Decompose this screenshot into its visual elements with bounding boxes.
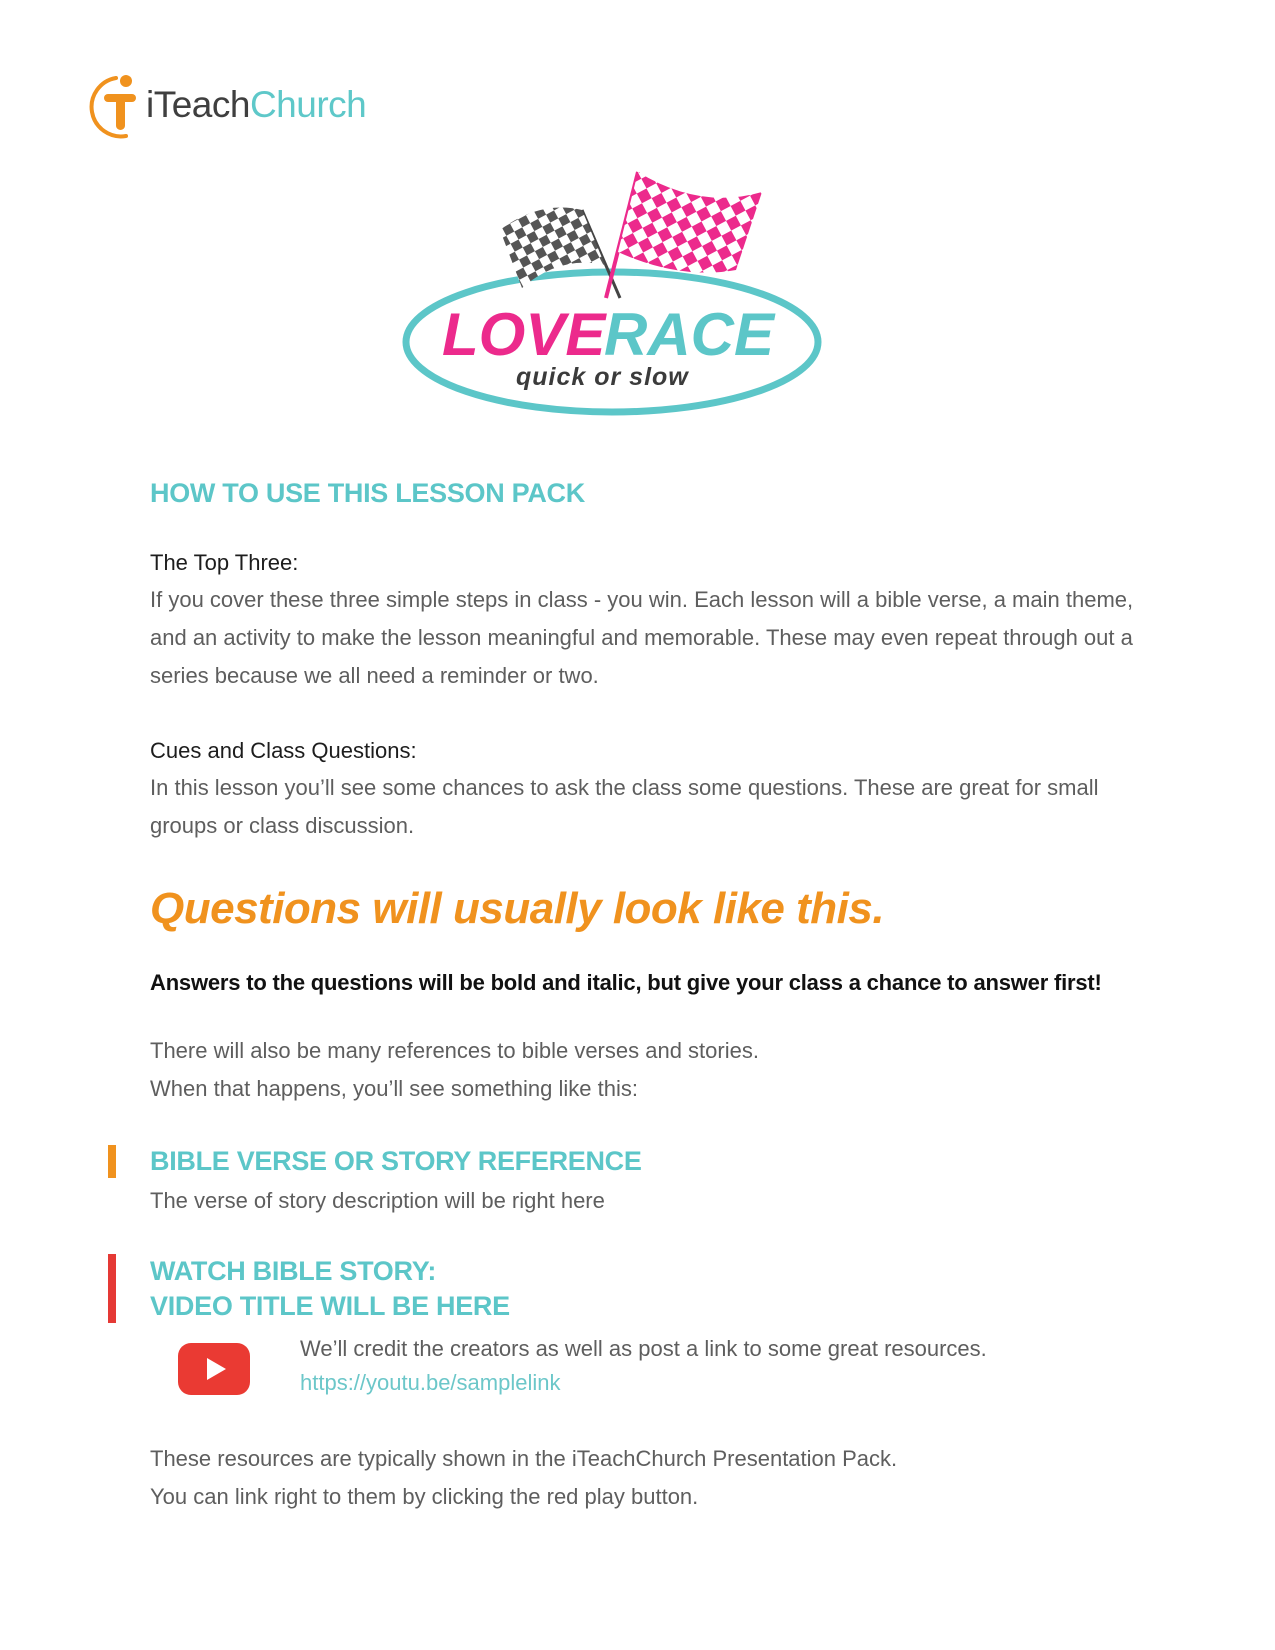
video-accent-bar	[108, 1254, 116, 1323]
grey-checkered-flag	[500, 208, 620, 299]
reference-accent-bar	[108, 1145, 116, 1178]
brand-part1: iTeach	[146, 84, 250, 125]
video-credit-text: We’ll credit the creators as well as post a link to some great resources.	[300, 1336, 987, 1361]
closing-text	[150, 1440, 1210, 1516]
love-race-emblem	[400, 170, 860, 440]
bible-reference-description: The verse of story description will be right here	[150, 1188, 605, 1213]
closing-line-1: These resources are typically shown in the iTeachChurch Presentation Pack.	[150, 1446, 898, 1471]
emblem-word2: RACE	[604, 301, 775, 368]
closing-line-2: You can link right to them by clicking the red play button.	[150, 1484, 699, 1509]
cues-heading: Cues and Class Questions:	[150, 738, 417, 763]
brand-wordmark	[146, 84, 366, 126]
watch-story-heading-line2: VIDEO TITLE WILL BE HERE	[150, 1291, 510, 1321]
top-three-line-1: If you cover these three simple steps in class - you win. Each lesson will a bible verse, a main theme,	[150, 587, 1134, 612]
references-intro	[150, 1032, 1210, 1108]
answer-example: Answers to the questions will be bold and italic, but give your class a chance to answer first!	[150, 970, 1102, 995]
top-three-line-3: series because we all need a reminder or two.	[150, 663, 599, 688]
references-intro-line-2: When that happens, you’ll see something like this:	[150, 1076, 638, 1101]
emblem-tagline: quick or slow	[516, 363, 689, 391]
cues-line-2: groups or class discussion.	[150, 813, 415, 838]
section-heading: HOW TO USE THIS LESSON PACK	[150, 478, 585, 508]
top-three-body	[150, 581, 1210, 695]
youtube-play-button-icon[interactable]	[178, 1343, 250, 1395]
references-intro-line-1: There will also be many references to bible verses and stories.	[150, 1038, 759, 1063]
emblem-word1: LOVE	[442, 301, 606, 368]
top-three-heading: The Top Three:	[150, 550, 299, 575]
cues-body	[150, 769, 1210, 845]
cues-line-1: In this lesson you’ll see some chances to ask the class some questions. These are great for small	[150, 775, 1099, 800]
brand-part2: Church	[249, 84, 367, 125]
top-three-line-2: and an activity to make the lesson meaningful and memorable. These may even repeat through out a	[150, 625, 1133, 650]
brand-logo	[86, 72, 406, 144]
bible-reference-heading: BIBLE VERSE OR STORY REFERENCE	[150, 1146, 642, 1176]
person-icon	[86, 72, 142, 142]
watch-story-heading-line1: WATCH BIBLE STORY:	[150, 1256, 437, 1286]
question-example: Questions will usually look like this.	[150, 884, 885, 933]
video-link[interactable]: https://youtu.be/samplelink	[300, 1370, 561, 1395]
